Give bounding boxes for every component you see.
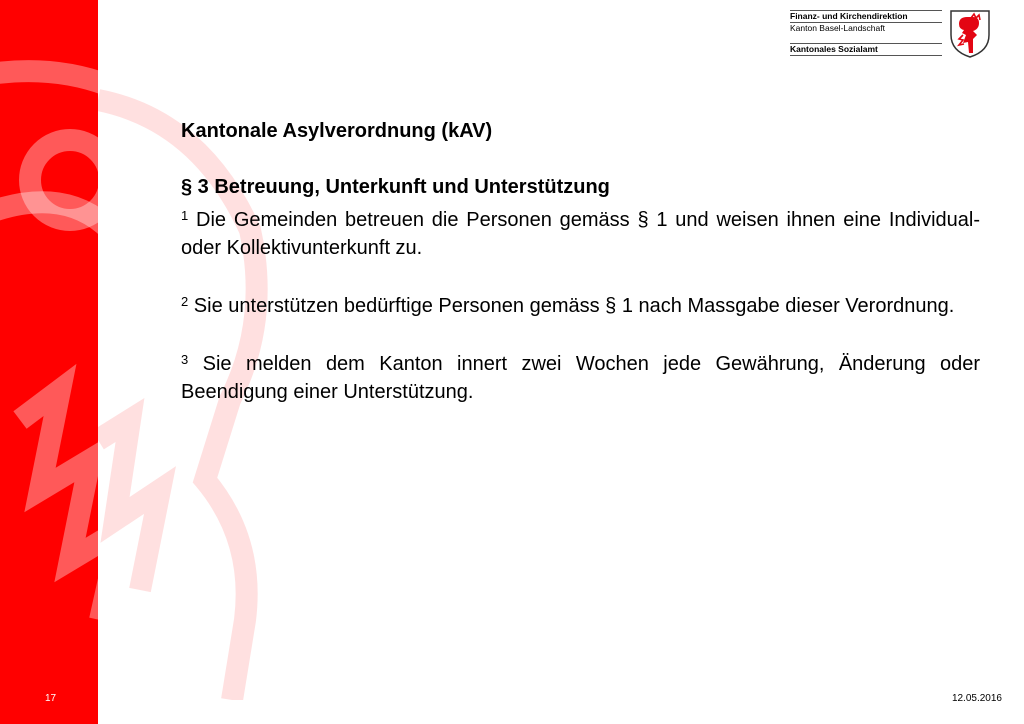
department-name: Finanz- und Kirchendirektion: [790, 11, 908, 21]
slide-date: 12.05.2016: [951, 693, 1002, 704]
paragraph-1: [181, 206, 980, 262]
header-department-block: [790, 10, 942, 56]
paragraph-text: Sie unterstützen bedürftige Personen gemäss § 1 nach Massgabe dieser Verordnung.: [193, 295, 955, 317]
slide-content: [181, 118, 980, 436]
paragraph-2: [181, 292, 980, 320]
office-name: Kantonales Sozialamt: [790, 44, 878, 54]
section-title: § 3 Betreuung, Unterkunft und Unterstützung: [181, 176, 610, 198]
paragraph-3: [181, 350, 980, 406]
paragraph-text: Sie melden dem Kanton innert zwei Wochen jede Gewährung, Änderung oder Beendigung einer Unterstützung.: [181, 353, 980, 403]
slide-title: Kantonale Asylverordnung (kAV): [181, 120, 493, 142]
paragraph-number: 1: [181, 208, 189, 223]
header-rule: [790, 55, 942, 56]
basel-landschaft-crest-icon: [949, 9, 991, 59]
canton-name: Kanton Basel-Landschaft: [790, 23, 885, 33]
paragraph-number: 2: [181, 294, 189, 309]
paragraph-number: 3: [181, 352, 189, 367]
red-sidebar: [0, 0, 98, 724]
page-number: 17: [45, 693, 57, 704]
paragraph-text: Die Gemeinden betreuen die Personen gemäss § 1 und weisen ihnen eine Individual- oder Kollektivunterkunft zu.: [181, 209, 980, 259]
